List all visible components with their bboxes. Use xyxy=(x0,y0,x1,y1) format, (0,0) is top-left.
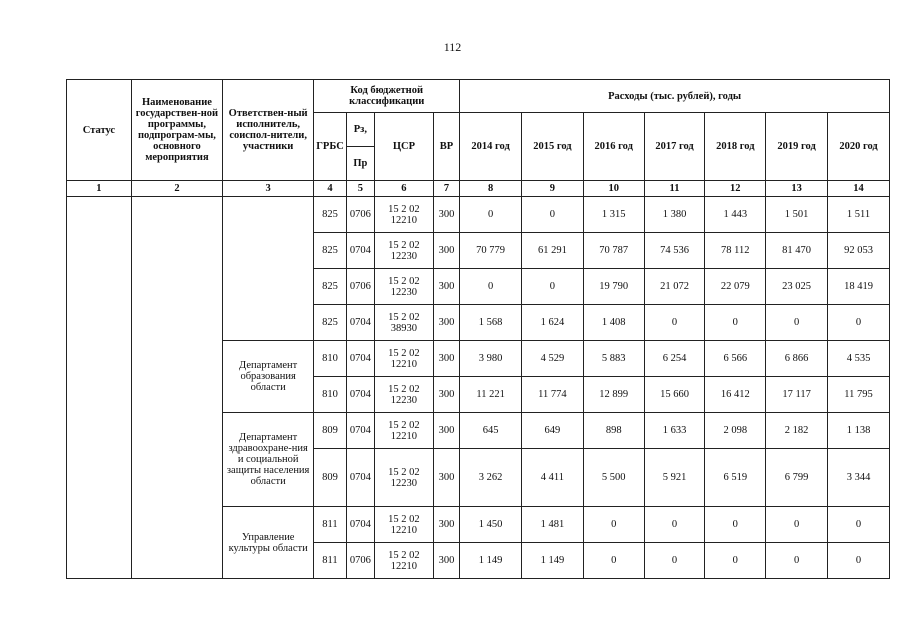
column-number: 10 xyxy=(583,181,644,197)
grbs-cell: 809 xyxy=(314,449,346,507)
vr-cell: 300 xyxy=(433,233,459,269)
rzpr-cell: 0706 xyxy=(346,269,374,305)
column-number: 11 xyxy=(644,181,705,197)
vr-cell: 300 xyxy=(433,413,459,449)
column-number: 5 xyxy=(346,181,374,197)
value-cell: 0 xyxy=(705,543,766,579)
grbs-cell: 810 xyxy=(314,377,346,413)
value-cell: 70 787 xyxy=(583,233,644,269)
value-cell: 4 411 xyxy=(522,449,584,507)
value-cell: 1 501 xyxy=(766,197,828,233)
rzpr-cell: 0704 xyxy=(346,305,374,341)
value-cell: 5 500 xyxy=(583,449,644,507)
value-cell: 6 566 xyxy=(705,341,766,377)
table-header xyxy=(67,80,890,197)
value-cell: 3 344 xyxy=(828,449,890,507)
page-number: 112 xyxy=(443,40,462,54)
rzpr-cell: 0704 xyxy=(346,233,374,269)
header-status: Статус xyxy=(67,80,132,181)
value-cell: 1 138 xyxy=(828,413,890,449)
value-cell: 22 079 xyxy=(705,269,766,305)
value-cell: 21 072 xyxy=(644,269,705,305)
rzpr-cell: 0704 xyxy=(346,413,374,449)
header-program-name: Наименование государствен-ной программы, подпрограм-мы, основного мероприятия xyxy=(131,80,222,181)
value-cell: 0 xyxy=(766,305,828,341)
value-cell: 0 xyxy=(460,197,522,233)
header-executor: Ответствен-ный исполнитель, соиспол-нители, участники xyxy=(223,80,314,181)
csr-cell: 15 2 02 12210 xyxy=(375,543,434,579)
table-row xyxy=(67,197,890,233)
value-cell: 2 182 xyxy=(766,413,828,449)
grbs-cell: 809 xyxy=(314,413,346,449)
value-cell: 1 149 xyxy=(522,543,584,579)
column-number: 3 xyxy=(223,181,314,197)
csr-cell: 15 2 02 12230 xyxy=(375,377,434,413)
vr-cell: 300 xyxy=(433,449,459,507)
csr-cell: 15 2 02 12210 xyxy=(375,197,434,233)
value-cell: 17 117 xyxy=(766,377,828,413)
header-budget-code: Код бюджетной классификации xyxy=(314,80,460,113)
value-cell: 70 779 xyxy=(460,233,522,269)
vr-cell: 300 xyxy=(433,305,459,341)
value-cell: 1 443 xyxy=(705,197,766,233)
value-cell: 2 098 xyxy=(705,413,766,449)
csr-cell: 15 2 02 12210 xyxy=(375,507,434,543)
value-cell: 0 xyxy=(828,507,890,543)
column-number: 7 xyxy=(433,181,459,197)
column-number: 13 xyxy=(766,181,828,197)
value-cell: 0 xyxy=(522,197,584,233)
value-cell: 4 529 xyxy=(522,341,584,377)
column-number-row xyxy=(67,181,890,197)
column-number: 2 xyxy=(131,181,222,197)
table-body xyxy=(67,197,890,579)
value-cell: 4 535 xyxy=(828,341,890,377)
value-cell: 3 262 xyxy=(460,449,522,507)
rzpr-cell: 0704 xyxy=(346,341,374,377)
value-cell: 0 xyxy=(828,305,890,341)
value-cell: 0 xyxy=(583,543,644,579)
value-cell: 1 408 xyxy=(583,305,644,341)
header-year: 2018 год xyxy=(705,113,766,181)
column-number: 4 xyxy=(314,181,346,197)
grbs-cell: 811 xyxy=(314,543,346,579)
value-cell: 1 624 xyxy=(522,305,584,341)
value-cell: 6 866 xyxy=(766,341,828,377)
csr-cell: 15 2 02 12230 xyxy=(375,269,434,305)
header-expenses: Расходы (тыс. рублей), годы xyxy=(460,80,890,113)
value-cell: 11 774 xyxy=(522,377,584,413)
grbs-cell: 810 xyxy=(314,341,346,377)
executor-cell xyxy=(223,197,314,341)
rzpr-cell: 0706 xyxy=(346,197,374,233)
value-cell: 1 633 xyxy=(644,413,705,449)
vr-cell: 300 xyxy=(433,269,459,305)
column-number: 12 xyxy=(705,181,766,197)
header-grbs: ГРБС xyxy=(314,113,346,181)
value-cell: 0 xyxy=(644,543,705,579)
grbs-cell: 825 xyxy=(314,305,346,341)
rzpr-cell: 0706 xyxy=(346,543,374,579)
value-cell: 6 799 xyxy=(766,449,828,507)
header-year: 2015 год xyxy=(522,113,584,181)
header-year: 2020 год xyxy=(828,113,890,181)
value-cell: 0 xyxy=(705,507,766,543)
executor-cell: Департамент образования области xyxy=(223,341,314,413)
value-cell: 61 291 xyxy=(522,233,584,269)
value-cell: 81 470 xyxy=(766,233,828,269)
vr-cell: 300 xyxy=(433,543,459,579)
grbs-cell: 811 xyxy=(314,507,346,543)
value-cell: 1 511 xyxy=(828,197,890,233)
value-cell: 0 xyxy=(583,507,644,543)
column-number: 14 xyxy=(828,181,890,197)
csr-cell: 15 2 02 12230 xyxy=(375,449,434,507)
value-cell: 0 xyxy=(522,269,584,305)
column-number: 6 xyxy=(375,181,434,197)
csr-cell: 15 2 02 38930 xyxy=(375,305,434,341)
value-cell: 92 053 xyxy=(828,233,890,269)
grbs-cell: 825 xyxy=(314,269,346,305)
header-year: 2014 год xyxy=(460,113,522,181)
executor-cell: Управление культуры области xyxy=(223,507,314,579)
value-cell: 1 450 xyxy=(460,507,522,543)
value-cell: 0 xyxy=(828,543,890,579)
vr-cell: 300 xyxy=(433,341,459,377)
value-cell: 0 xyxy=(705,305,766,341)
vr-cell: 300 xyxy=(433,507,459,543)
value-cell: 649 xyxy=(522,413,584,449)
value-cell: 12 899 xyxy=(583,377,644,413)
value-cell: 1 315 xyxy=(583,197,644,233)
value-cell: 19 790 xyxy=(583,269,644,305)
csr-cell: 15 2 02 12230 xyxy=(375,233,434,269)
grbs-cell: 825 xyxy=(314,233,346,269)
column-number: 1 xyxy=(67,181,132,197)
value-cell: 1 568 xyxy=(460,305,522,341)
status-cell xyxy=(67,197,132,579)
column-number: 8 xyxy=(460,181,522,197)
column-number: 9 xyxy=(522,181,584,197)
program-name-cell xyxy=(131,197,222,579)
value-cell: 11 795 xyxy=(828,377,890,413)
value-cell: 15 660 xyxy=(644,377,705,413)
value-cell: 16 412 xyxy=(705,377,766,413)
value-cell: 0 xyxy=(644,305,705,341)
rzpr-cell: 0704 xyxy=(346,507,374,543)
value-cell: 6 254 xyxy=(644,341,705,377)
header-year: 2017 год xyxy=(644,113,705,181)
value-cell: 898 xyxy=(583,413,644,449)
value-cell: 6 519 xyxy=(705,449,766,507)
value-cell: 5 883 xyxy=(583,341,644,377)
value-cell: 0 xyxy=(766,507,828,543)
value-cell: 18 419 xyxy=(828,269,890,305)
csr-cell: 15 2 02 12210 xyxy=(375,341,434,377)
value-cell: 11 221 xyxy=(460,377,522,413)
value-cell: 23 025 xyxy=(766,269,828,305)
csr-cell: 15 2 02 12210 xyxy=(375,413,434,449)
header-pr: Пр xyxy=(346,147,374,181)
vr-cell: 300 xyxy=(433,197,459,233)
rzpr-cell: 0704 xyxy=(346,449,374,507)
header-csr: ЦСР xyxy=(375,113,434,181)
executor-cell: Департамент здравоохране-ния и социальной защиты населения области xyxy=(223,413,314,507)
value-cell: 0 xyxy=(644,507,705,543)
header-vr: ВР xyxy=(433,113,459,181)
header-year: 2016 год xyxy=(583,113,644,181)
value-cell: 1 149 xyxy=(460,543,522,579)
value-cell: 1 481 xyxy=(522,507,584,543)
grbs-cell: 825 xyxy=(314,197,346,233)
header-year: 2019 год xyxy=(766,113,828,181)
value-cell: 74 536 xyxy=(644,233,705,269)
rzpr-cell: 0704 xyxy=(346,377,374,413)
value-cell: 645 xyxy=(460,413,522,449)
value-cell: 0 xyxy=(766,543,828,579)
value-cell: 5 921 xyxy=(644,449,705,507)
vr-cell: 300 xyxy=(433,377,459,413)
value-cell: 3 980 xyxy=(460,341,522,377)
value-cell: 0 xyxy=(460,269,522,305)
budget-expenses-table xyxy=(66,79,890,579)
value-cell: 1 380 xyxy=(644,197,705,233)
header-rz: Рз, xyxy=(346,113,374,147)
value-cell: 78 112 xyxy=(705,233,766,269)
